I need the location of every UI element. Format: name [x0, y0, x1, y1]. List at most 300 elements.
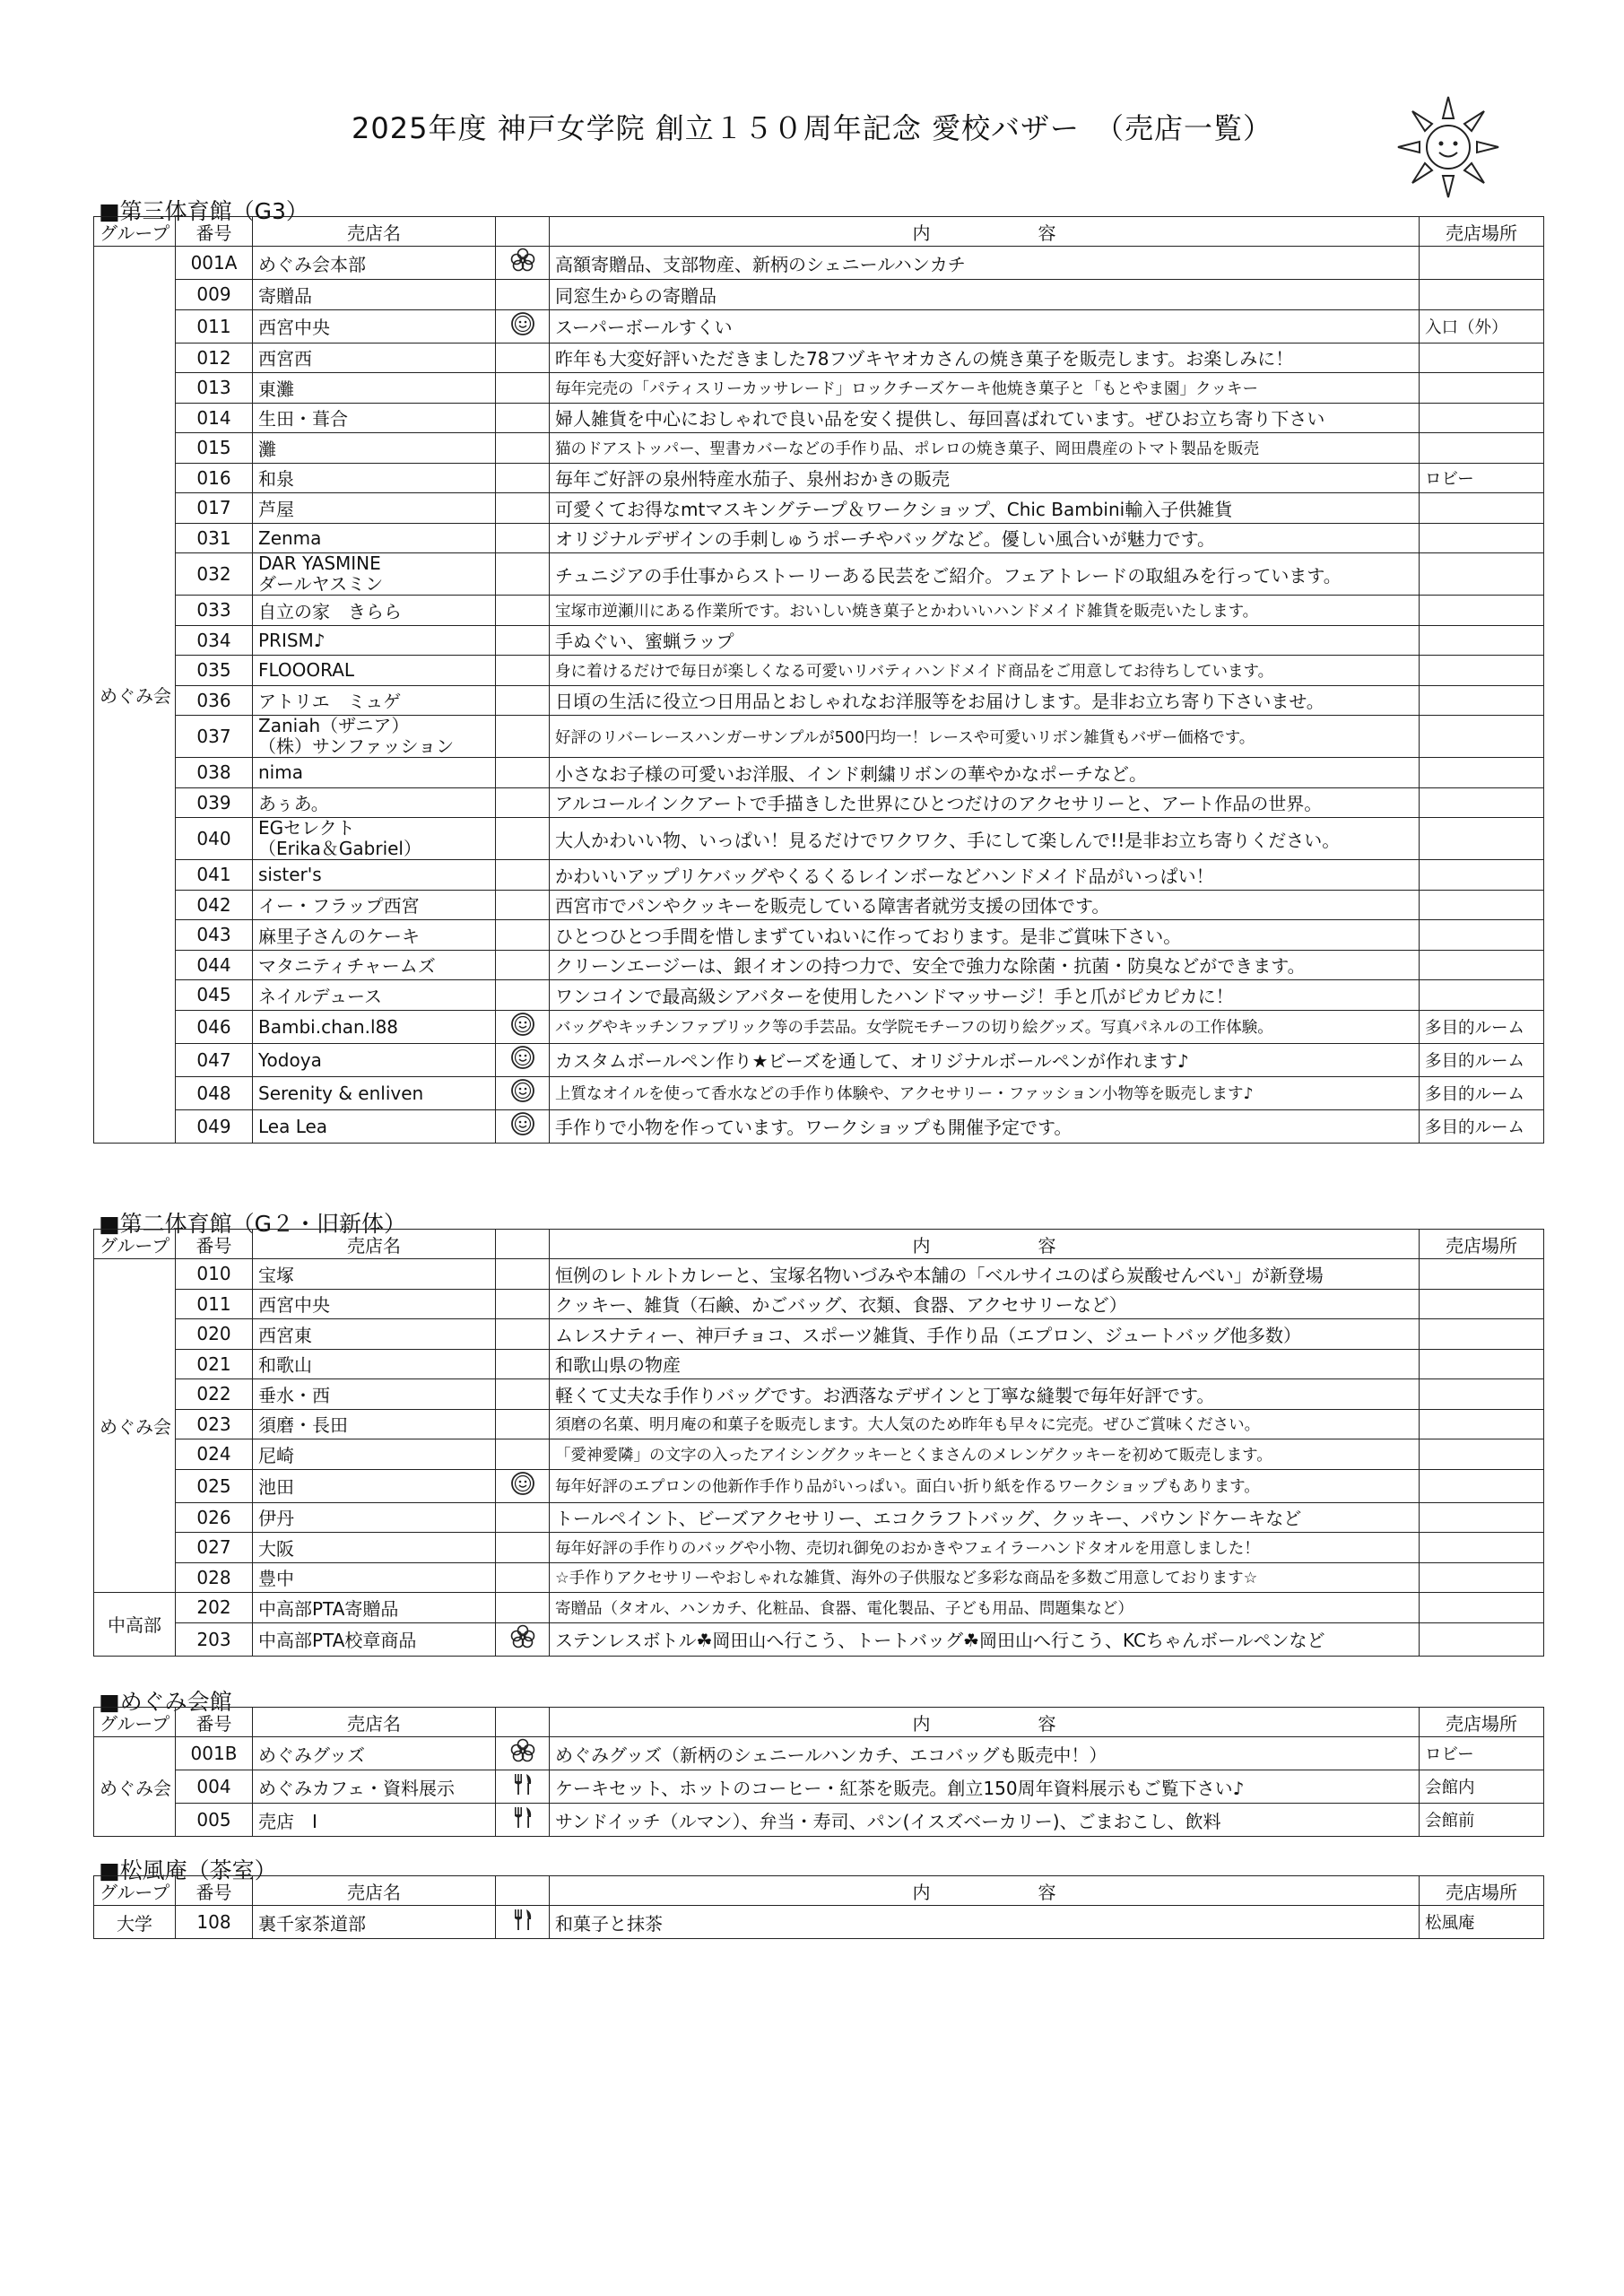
table-row: [94, 890, 1544, 920]
icon-cell: [496, 463, 550, 493]
table-row: [94, 1109, 1544, 1143]
shop-description: クリーンエージーは、銀イオンの持つ力で、安全で強力な除菌・抗菌・防臭などができます。: [550, 950, 1420, 980]
shop-name: 宝塚: [253, 1259, 496, 1290]
shop-description: 上質なオイルを使って香水などの手作り体験や、アクセサリー・ファッション小物等を販売します♪: [550, 1076, 1420, 1109]
shop-number: 108: [176, 1906, 253, 1939]
shop-name: めぐみカフェ・資料展示: [253, 1770, 496, 1804]
table-row: [94, 950, 1544, 980]
shop-location: [1420, 950, 1544, 980]
shop-number: 024: [176, 1439, 253, 1470]
table-row: [94, 1076, 1544, 1109]
shop-number: 037: [176, 716, 253, 758]
shop-description: チュニジアの手仕事からストーリーある民芸をご紹介。フェアトレードの取組みを行っています。: [550, 553, 1420, 596]
header-description: 内 容: [550, 1876, 1420, 1906]
shop-number: 010: [176, 1259, 253, 1290]
header-icon: [496, 217, 550, 247]
shop-location: [1420, 373, 1544, 404]
header-location: 売店場所: [1420, 1708, 1544, 1737]
shop-location: [1420, 818, 1544, 860]
shop-number: 001A: [176, 247, 253, 280]
shop-description: 宝塚市逆瀬川にある作業所です。おいしい焼き菓子とかわいいハンドメイド雑貨を販売いたします。: [550, 596, 1420, 626]
fork-knife-icon: [496, 1770, 550, 1804]
header-description: 内 容: [550, 217, 1420, 247]
table-row: [94, 1409, 1544, 1439]
shop-name: イー・フラップ西宮: [253, 890, 496, 920]
shop-number: 039: [176, 787, 253, 818]
icon-cell: [496, 596, 550, 626]
shop-location: [1420, 890, 1544, 920]
table-row: [94, 1469, 1544, 1502]
smile-icon: [496, 1010, 550, 1043]
table-row: [94, 1593, 1544, 1623]
shop-number: 033: [176, 596, 253, 626]
icon-cell: [496, 523, 550, 553]
shop-description: ケーキセット、ホットのコーヒー・紅茶を販売。創立150周年資料展示もご覧下さい♪: [550, 1770, 1420, 1804]
shop-description: 毎年好評のエプロンの他新作手作り品がいっぱい。面白い折り紙を作るワークショップもあります。: [550, 1469, 1420, 1502]
shop-number: 022: [176, 1379, 253, 1410]
shop-location: 入口（外）: [1420, 309, 1544, 343]
table-row: [94, 280, 1544, 310]
section-title: ■めぐみ会館: [99, 1689, 232, 1715]
table-row: [94, 1439, 1544, 1470]
header-number: 番号: [176, 217, 253, 247]
shop-table: [93, 1707, 1544, 1837]
shop-location: 多目的ルーム: [1420, 1043, 1544, 1076]
shop-table: [93, 1229, 1544, 1657]
shop-name: EGセレクト （Erika＆Gabriel）: [253, 818, 496, 860]
table-row: [94, 247, 1544, 280]
shop-location: [1420, 1379, 1544, 1410]
fork-knife-icon: [496, 1804, 550, 1837]
smile-icon: [496, 309, 550, 343]
header-number: 番号: [176, 1708, 253, 1737]
shop-description: ムレスナティー、神戸チョコ、スポーツ雑貨、手作り品（エプロン、ジュートバッグ他多数）: [550, 1319, 1420, 1350]
shop-description: めぐみグッズ（新柄のシェニールハンカチ、エコバッグも販売中！）: [550, 1737, 1420, 1770]
shop-location: [1420, 523, 1544, 553]
smile-icon: [496, 1076, 550, 1109]
shop-name: 自立の家 きらら: [253, 596, 496, 626]
icon-cell: [496, 373, 550, 404]
shop-name: あぅあ。: [253, 787, 496, 818]
header-group: グループ: [94, 217, 176, 247]
table-row: [94, 553, 1544, 596]
table-row: [94, 818, 1544, 860]
shop-number: 044: [176, 950, 253, 980]
shop-name: 池田: [253, 1469, 496, 1502]
shop-location: [1420, 787, 1544, 818]
shop-description: カスタムボールペン作り★ビーズを通して、オリジナルボールペンが作れます♪: [550, 1043, 1420, 1076]
shop-number: 017: [176, 493, 253, 524]
header-shop-name: 売店名: [253, 1876, 496, 1906]
shop-number: 032: [176, 553, 253, 596]
group-cell: 大学: [94, 1906, 176, 1939]
shop-description: 手作りで小物を作っています。ワークショップも開催予定です。: [550, 1109, 1420, 1143]
shop-location: [1420, 1259, 1544, 1290]
shop-name: PRISM♪: [253, 625, 496, 656]
shop-description: 大人かわいい物、いっぱい！見るだけでワクワク、手にして楽しんで!!是非お立ち寄りください。: [550, 818, 1420, 860]
table-row: [94, 403, 1544, 433]
icon-cell: [496, 1439, 550, 1470]
shop-description: クッキー、雑貨（石鹸、かごバッグ、衣類、食器、アクセサリーなど）: [550, 1289, 1420, 1319]
table-row: [94, 860, 1544, 891]
shop-description: バッグやキッチンファブリック等の手芸品。女学院モチーフの切り絵グッズ。写真パネルの工作体験。: [550, 1010, 1420, 1043]
shop-description: 同窓生からの寄贈品: [550, 280, 1420, 310]
icon-cell: [496, 403, 550, 433]
shop-name: 西宮東: [253, 1319, 496, 1350]
shop-number: 011: [176, 309, 253, 343]
shop-description: 高額寄贈品、支部物産、新柄のシェニールハンカチ: [550, 247, 1420, 280]
shop-number: 042: [176, 890, 253, 920]
shop-description: ☆手作りアクセサリーやおしゃれな雑貨、海外の子供服など多彩な商品を多数ご用意しております☆: [550, 1562, 1420, 1593]
shop-location: [1420, 1562, 1544, 1593]
icon-cell: [496, 685, 550, 716]
shop-location: [1420, 860, 1544, 891]
header-icon: [496, 1230, 550, 1259]
shop-number: 027: [176, 1533, 253, 1563]
shop-number: 015: [176, 433, 253, 464]
shop-location: 多目的ルーム: [1420, 1076, 1544, 1109]
shop-number: 038: [176, 758, 253, 788]
header-icon: [496, 1708, 550, 1737]
table-row: [94, 1319, 1544, 1350]
shop-description: オリジナルデザインの手刺しゅうポーチやバッグなど。優しい風合いが魅力です。: [550, 523, 1420, 553]
shop-number: 035: [176, 656, 253, 686]
shop-number: 016: [176, 463, 253, 493]
header-description: 内 容: [550, 1230, 1420, 1259]
table-row: [94, 625, 1544, 656]
table-row: [94, 787, 1544, 818]
shop-description: 和菓子と抹茶: [550, 1906, 1420, 1939]
shop-description: 日頃の生活に役立つ日用品とおしゃれなお洋服等をお届けします。是非お立ち寄り下さいませ。: [550, 685, 1420, 716]
shop-description: 可愛くてお得なmtマスキングテープ＆ワークショップ、Chic Bambini輸入子供雑貨: [550, 493, 1420, 524]
shop-location: [1420, 596, 1544, 626]
table-row: [94, 920, 1544, 951]
table-row: [94, 1533, 1544, 1563]
table-header-row: [94, 1876, 1544, 1906]
table-row: [94, 1043, 1544, 1076]
header-location: 売店場所: [1420, 217, 1544, 247]
shop-name: nima: [253, 758, 496, 788]
icon-cell: [496, 1562, 550, 1593]
shop-name: Serenity & enliven: [253, 1076, 496, 1109]
shop-location: [1420, 1349, 1544, 1379]
shop-description: 手ぬぐい、蜜蝋ラップ: [550, 625, 1420, 656]
icon-cell: [496, 950, 550, 980]
shop-number: 043: [176, 920, 253, 951]
shop-number: 013: [176, 373, 253, 404]
shop-number: 046: [176, 1010, 253, 1043]
flower-icon: [496, 1622, 550, 1656]
shop-name: Zaniah（ザニア） （株）サンファッション: [253, 716, 496, 758]
shop-name: 中高部PTA寄贈品: [253, 1593, 496, 1623]
table-row: [94, 343, 1544, 373]
table-header-row: [94, 217, 1544, 247]
shop-description: 毎年完売の「パティスリーカッサレード」ロックチーズケーキ他焼き菓子と「もとやま園」クッキー: [550, 373, 1420, 404]
header-group: グループ: [94, 1876, 176, 1906]
shop-number: 025: [176, 1469, 253, 1502]
shop-number: 011: [176, 1289, 253, 1319]
shop-location: [1420, 433, 1544, 464]
shop-location: [1420, 1409, 1544, 1439]
shop-number: 009: [176, 280, 253, 310]
shop-location: [1420, 1439, 1544, 1470]
shop-number: 020: [176, 1319, 253, 1350]
header-group: グループ: [94, 1708, 176, 1737]
shop-description: 和歌山県の物産: [550, 1349, 1420, 1379]
header-number: 番号: [176, 1230, 253, 1259]
shop-number: 004: [176, 1770, 253, 1804]
icon-cell: [496, 1379, 550, 1410]
shop-location: [1420, 343, 1544, 373]
shop-name: 寄贈品: [253, 280, 496, 310]
shop-location: 多目的ルーム: [1420, 1109, 1544, 1143]
header-icon: [496, 1876, 550, 1906]
shop-name: Zenma: [253, 523, 496, 553]
shop-description: 寄贈品（タオル、ハンカチ、化粧品、食器、電化製品、子ども用品、問題集など）: [550, 1593, 1420, 1623]
table-row: [94, 656, 1544, 686]
icon-cell: [496, 1533, 550, 1563]
icon-cell: [496, 1409, 550, 1439]
fork-knife-icon: [496, 1906, 550, 1939]
shop-location: [1420, 1289, 1544, 1319]
shop-number: 048: [176, 1076, 253, 1109]
table-row: [94, 1289, 1544, 1319]
shop-name: めぐみ会本部: [253, 247, 496, 280]
shop-description: 婦人雑貨を中心におしゃれで良い品を安く提供し、毎回喜ばれています。ぜひお立ち寄り下さい: [550, 403, 1420, 433]
shop-location: ロビー: [1420, 1737, 1544, 1770]
shop-name: 芦屋: [253, 493, 496, 524]
icon-cell: [496, 656, 550, 686]
shop-description: 須磨の名菓、明月庵の和菓子を販売します。大人気のため昨年も早々に完売。ぜひご賞味ください。: [550, 1409, 1420, 1439]
icon-cell: [496, 493, 550, 524]
shop-name: sister's: [253, 860, 496, 891]
shop-description: 小さなお子様の可愛いお洋服、インド刺繍リボンの華やかなポーチなど。: [550, 758, 1420, 788]
shop-description: 昨年も大変好評いただきました78フヅキヤオカさんの焼き菓子を販売します。お楽しみに！: [550, 343, 1420, 373]
shop-name: 裏千家茶道部: [253, 1906, 496, 1939]
table-row: [94, 373, 1544, 404]
shop-name: Bambi.chan.l88: [253, 1010, 496, 1043]
shop-name: 尼崎: [253, 1439, 496, 1470]
table-row: [94, 1562, 1544, 1593]
header-location: 売店場所: [1420, 1876, 1544, 1906]
shop-location: [1420, 1622, 1544, 1656]
shop-description: 恒例のレトルトカレーと、宝塚名物いづみや本舗の「ベルサイユのばら炭酸せんべい」が新登場: [550, 1259, 1420, 1290]
shop-number: 045: [176, 980, 253, 1011]
table-row: [94, 1622, 1544, 1656]
page-title: 2025年度 神戸女学院 創立１５０周年記念 愛校バザー （売店一覧）: [352, 111, 1272, 145]
icon-cell: [496, 980, 550, 1011]
shop-number: 028: [176, 1562, 253, 1593]
shop-location: [1420, 553, 1544, 596]
group-cell: めぐみ会: [94, 247, 176, 1144]
table-row: [94, 523, 1544, 553]
icon-cell: [496, 433, 550, 464]
table-row: [94, 1379, 1544, 1410]
header-shop-name: 売店名: [253, 217, 496, 247]
section-title: ■第二体育館（G２・旧新体）: [99, 1211, 406, 1237]
table-row: [94, 1502, 1544, 1533]
shop-name: 西宮中央: [253, 309, 496, 343]
shop-number: 014: [176, 403, 253, 433]
shop-number: 049: [176, 1109, 253, 1143]
shop-number: 047: [176, 1043, 253, 1076]
shop-description: トールペイント、ビーズアクセサリー、エコクラフトバッグ、クッキー、パウンドケーキなど: [550, 1502, 1420, 1533]
shop-name: 売店 Ⅰ: [253, 1804, 496, 1837]
shop-description: スーパーボールすくい: [550, 309, 1420, 343]
shop-name: 垂水・西: [253, 1379, 496, 1410]
table-row: [94, 493, 1544, 524]
icon-cell: [496, 280, 550, 310]
shop-number: 202: [176, 1593, 253, 1623]
group-cell: めぐみ会: [94, 1737, 176, 1837]
flower-icon: [496, 247, 550, 280]
header-shop-name: 売店名: [253, 1708, 496, 1737]
shop-location: [1420, 493, 1544, 524]
shop-location: [1420, 1469, 1544, 1502]
shop-description: ステンレスボトル☘岡田山へ行こう、トートバッグ☘岡田山へ行こう、KCちゃんボールペンなど: [550, 1622, 1420, 1656]
shop-description: 毎年好評の手作りのバッグや小物、売切れ御免のおかきやフェイラーハンドタオルを用意しました！: [550, 1533, 1420, 1563]
header-shop-name: 売店名: [253, 1230, 496, 1259]
shop-number: 036: [176, 685, 253, 716]
shop-name: 灘: [253, 433, 496, 464]
section-title: ■松風庵（茶室）: [99, 1857, 277, 1883]
shop-description: かわいいアップリケバッグやくるくるレインボーなどハンドメイド品がいっぱい！: [550, 860, 1420, 891]
group-cell: 中高部: [94, 1593, 176, 1657]
table-row: [94, 1737, 1544, 1770]
table-row: [94, 596, 1544, 626]
shop-description: ワンコインで最高級シアバターを使用したハンドマッサージ！手と爪がピカピカに！: [550, 980, 1420, 1011]
shop-description: 毎年ご好評の泉州特産水茄子、泉州おかきの販売: [550, 463, 1420, 493]
shop-name: Lea Lea: [253, 1109, 496, 1143]
icon-cell: [496, 758, 550, 788]
shop-number: 021: [176, 1349, 253, 1379]
shop-name: 生田・葺合: [253, 403, 496, 433]
shop-description: 身に着けるだけで毎日が楽しくなる可愛いリバティハンドメイド商品をご用意してお待ちしています。: [550, 656, 1420, 686]
icon-cell: [496, 1289, 550, 1319]
shop-table: [93, 1875, 1544, 1939]
shop-location: [1420, 656, 1544, 686]
shop-table: [93, 216, 1544, 1144]
shop-number: 012: [176, 343, 253, 373]
icon-cell: [496, 553, 550, 596]
shop-description: 西宮市でパンやクッキーを販売している障害者就労支援の団体です。: [550, 890, 1420, 920]
shop-name: 和泉: [253, 463, 496, 493]
shop-location: [1420, 403, 1544, 433]
shop-name: 西宮中央: [253, 1289, 496, 1319]
shop-name: 和歌山: [253, 1349, 496, 1379]
header-group: グループ: [94, 1230, 176, 1259]
table-row: [94, 1770, 1544, 1804]
table-header-row: [94, 1230, 1544, 1259]
shop-location: [1420, 980, 1544, 1011]
header-number: 番号: [176, 1876, 253, 1906]
icon-cell: [496, 860, 550, 891]
icon-cell: [496, 1319, 550, 1350]
shop-name: 豊中: [253, 1562, 496, 1593]
shop-location: [1420, 1502, 1544, 1533]
shop-location: [1420, 685, 1544, 716]
smile-icon: [496, 1109, 550, 1143]
sun-icon: [1394, 93, 1502, 201]
shop-number: 023: [176, 1409, 253, 1439]
smile-icon: [496, 1043, 550, 1076]
shop-name: 大阪: [253, 1533, 496, 1563]
icon-cell: [496, 787, 550, 818]
shop-number: 031: [176, 523, 253, 553]
table-row: [94, 1804, 1544, 1837]
icon-cell: [496, 716, 550, 758]
shop-number: 041: [176, 860, 253, 891]
shop-name: Yodoya: [253, 1043, 496, 1076]
shop-location: [1420, 758, 1544, 788]
shop-description: 猫のドアストッパー、聖書カバーなどの手作り品、ポレロの焼き菓子、岡田農産のトマト製品を販売: [550, 433, 1420, 464]
shop-description: アルコールインクアートで手描きした世界にひとつだけのアクセサリーと、アート作品の世界。: [550, 787, 1420, 818]
shop-number: 026: [176, 1502, 253, 1533]
shop-location: ロビー: [1420, 463, 1544, 493]
shop-location: [1420, 1533, 1544, 1563]
shop-location: [1420, 1593, 1544, 1623]
icon-cell: [496, 1349, 550, 1379]
table-row: [94, 980, 1544, 1011]
shop-location: 会館内: [1420, 1770, 1544, 1804]
shop-number: 005: [176, 1804, 253, 1837]
table-row: [94, 1259, 1544, 1290]
smile-icon: [496, 1469, 550, 1502]
shop-name: FLOOORAL: [253, 656, 496, 686]
shop-number: 040: [176, 818, 253, 860]
shop-location: 松風庵: [1420, 1906, 1544, 1939]
shop-name: めぐみグッズ: [253, 1737, 496, 1770]
header-location: 売店場所: [1420, 1230, 1544, 1259]
table-row: [94, 433, 1544, 464]
shop-location: 多目的ルーム: [1420, 1010, 1544, 1043]
group-cell: めぐみ会: [94, 1259, 176, 1593]
flower-icon: [496, 1737, 550, 1770]
table-row: [94, 685, 1544, 716]
shop-name: 須磨・長田: [253, 1409, 496, 1439]
shop-name: ネイルデュース: [253, 980, 496, 1011]
icon-cell: [496, 1502, 550, 1533]
shop-name: アトリエ ミュゲ: [253, 685, 496, 716]
icon-cell: [496, 818, 550, 860]
shop-location: 会館前: [1420, 1804, 1544, 1837]
shop-location: [1420, 716, 1544, 758]
icon-cell: [496, 920, 550, 951]
shop-location: [1420, 247, 1544, 280]
shop-description: 軽くて丈夫な手作りバッグです。お洒落なデザインと丁寧な縫製で毎年好評です。: [550, 1379, 1420, 1410]
shop-location: [1420, 920, 1544, 951]
table-header-row: [94, 1708, 1544, 1737]
shop-location: [1420, 1319, 1544, 1350]
icon-cell: [496, 1259, 550, 1290]
icon-cell: [496, 343, 550, 373]
shop-name: 東灘: [253, 373, 496, 404]
shop-name: 麻里子さんのケーキ: [253, 920, 496, 951]
table-row: [94, 716, 1544, 758]
table-row: [94, 309, 1544, 343]
table-row: [94, 463, 1544, 493]
icon-cell: [496, 890, 550, 920]
section-title: ■第三体育館（G3）: [99, 198, 308, 224]
table-row: [94, 758, 1544, 788]
shop-number: 001B: [176, 1737, 253, 1770]
table-row: [94, 1349, 1544, 1379]
shop-name: マタニティチャームズ: [253, 950, 496, 980]
icon-cell: [496, 1593, 550, 1623]
shop-description: 好評のリバーレースハンガーサンプルが500円均一！レースや可愛いリボン雑貨もバザー価格です。: [550, 716, 1420, 758]
header-description: 内 容: [550, 1708, 1420, 1737]
shop-name: 中高部PTA校章商品: [253, 1622, 496, 1656]
